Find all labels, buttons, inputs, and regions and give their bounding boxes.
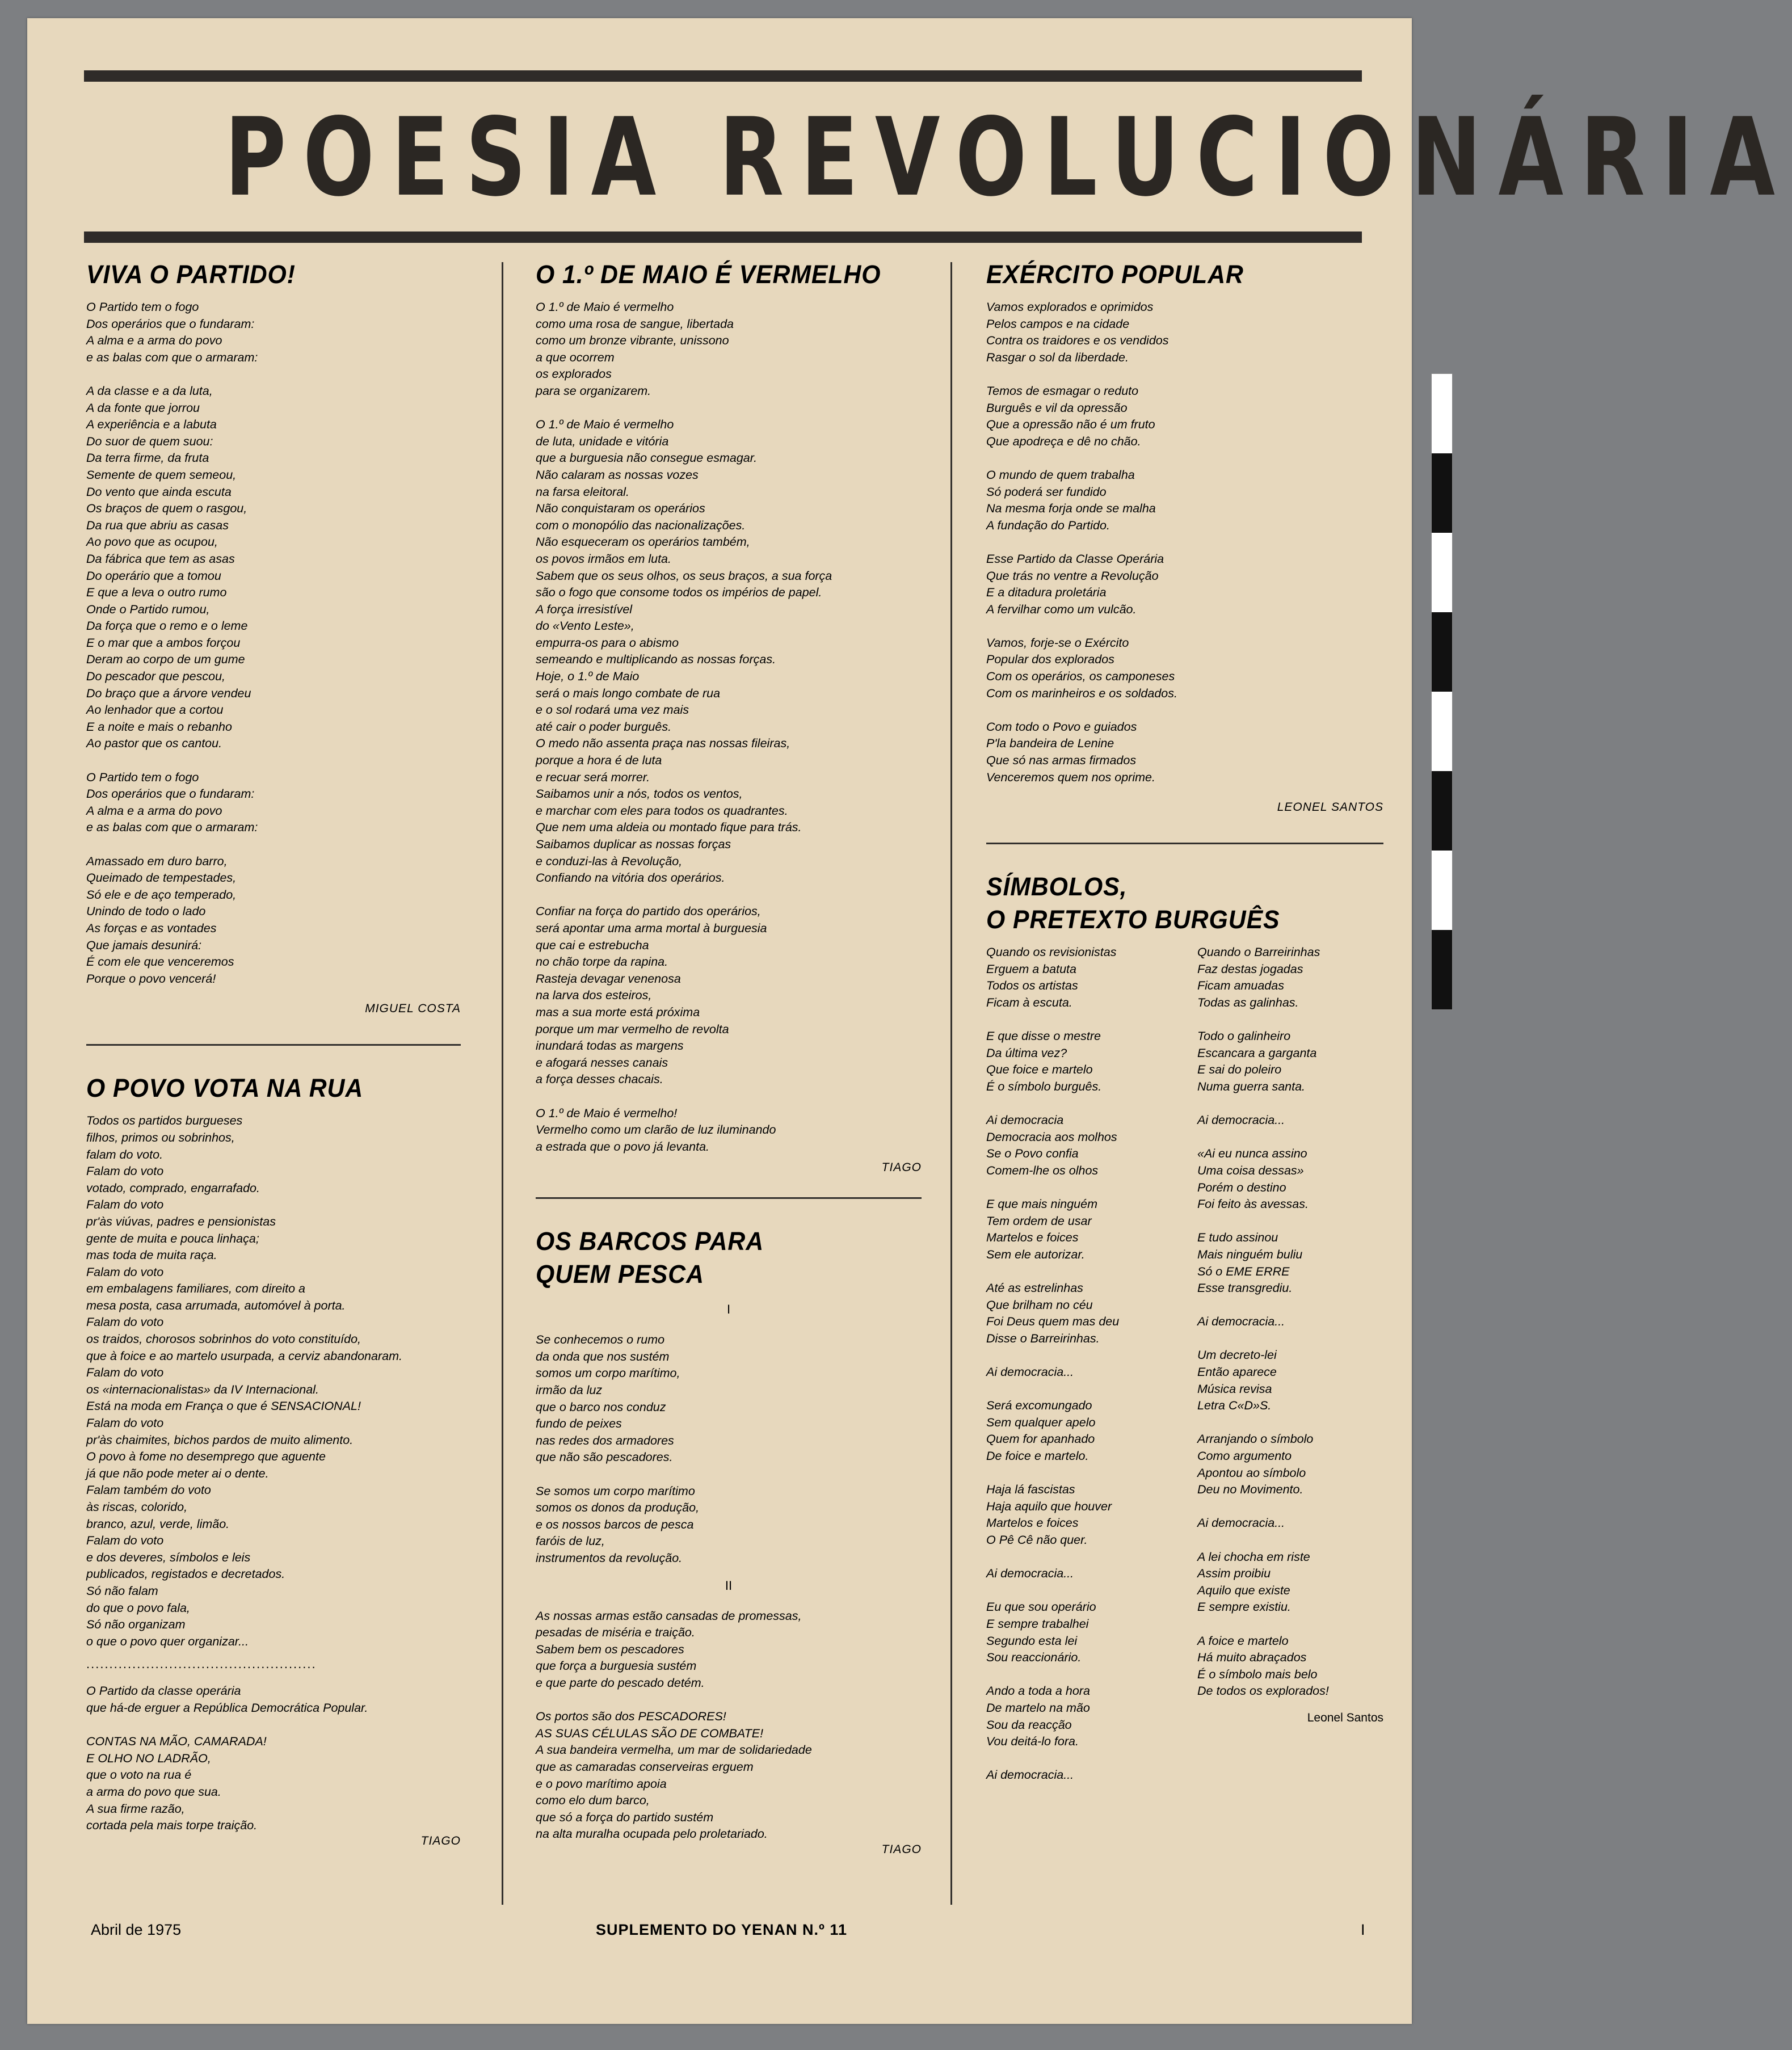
- column-middle: [536, 258, 922, 1857]
- poem-subcolumn-right: [1197, 944, 1383, 1784]
- column-left: [86, 258, 461, 1848]
- poem-title-1-de-maio: O 1.º DE MAIO É VERMELHO: [536, 260, 881, 289]
- poem-refrain: Ai democracia...: [1197, 1113, 1285, 1127]
- poem-stanza: Será excomungado Sem qualquer apelo Quem for apanhado De foice e martelo.: [986, 1399, 1096, 1463]
- poem-author: Leonel Santos: [1307, 1711, 1383, 1724]
- poem-stanza: E que disse o mestre Da última vez? Que foice e martelo É o símbolo burguês.: [986, 1029, 1102, 1093]
- poem-stanza: Haja lá fascistas Haja aquilo que houver Martelos e foices O Pê Cê não quer.: [986, 1483, 1112, 1547]
- poem-stanza: A foice e martelo Há muito abraçados É o símbolo mais belo De todos os explorados!: [1197, 1634, 1329, 1698]
- poem-stanza: Quando o Barreirinhas Faz destas jogadas Ficam amuadas Todas as galinhas.: [1197, 945, 1320, 1009]
- poem-stanza: Temos de esmagar o reduto Burguês e vil da opressão Que a opressão não é um fruto Que apodreça e dê no chão.: [986, 384, 1155, 448]
- poem-stanza: Amassado em duro barro, Queimado de tempestades, Só ele e de aço temperado, Unindo de todo o lado As forças e as vontades Que jamais desunirá: É com ele que venceremos Porque o povo vencerá!: [86, 854, 237, 986]
- poem-stanza: O mundo de quem trabalha Só poderá ser fundido Na mesma forja onde se malha A fundação do Partido.: [986, 468, 1156, 532]
- poem-body: Todos os partidos burgueses filhos, primos ou sobrinhos, falam do voto. Falam do voto votado, comprado, engarrafado. Falam do voto pr'às viúvas, padres e pensionistas gente de muita e pouca linhaça; mas toda de muita raça. Falam do voto em embalagens familiares, com direito a mesa posta, casa arrumada, automóvel à porta. Falam do voto os traidos, chorosos sobrinhos do voto constituído, que à foice e ao martelo usurpada, a cerviz abandonaram. Falam do voto os «internacionalistas» da IV Internacional. Está na moda em França o que é SENSACIONAL! Falam do voto pr'às chaimites, bichos pardos de muito alimento. O povo à fome no desemprego que aguente já que não pode meter ai o dente. Falam também do voto às riscas, colorido, branco, azul, verde, limão. Falam do voto e dos deveres, símbolos e leis publicados, registados e decretados. Só não falam do que o povo fala, Só não organizam o que o povo quer organizar...: [86, 1114, 402, 1648]
- poem-stanza: E que mais ninguém Tem ordem de usar Martelos e foices Sem ele autorizar.: [986, 1197, 1097, 1261]
- column-divider-1: [502, 262, 503, 1905]
- title-rule-top: [84, 70, 1362, 82]
- poem-title-o-povo-vota-na-rua: O POVO VOTA NA RUA: [86, 1074, 364, 1103]
- poem-stanza: O Partido tem o fogo Dos operários que o fundaram: A alma e a arma do povo e as balas com que o armaram:: [86, 770, 258, 835]
- poem-title-os-barcos-line1: OS BARCOS PARA: [536, 1227, 764, 1256]
- title-rule-bottom: [84, 231, 1362, 243]
- poem-stanza: Ai democracia Democracia aos molhos Se o Povo confia Comem-lhe os olhos: [986, 1113, 1117, 1177]
- poem-title-simbolos-line2: O PRETEXTO BURGUÊS: [986, 905, 1280, 935]
- poem-stanza: Até as estrelinhas Que brilham no céu Foi Deus quem mas deu Disse o Barreirinhas.: [986, 1281, 1120, 1345]
- poem-stanza: Todo o galinheiro Escancara a garganta E sai do poleiro Numa guerra santa.: [1197, 1029, 1317, 1093]
- page-number: I: [1361, 1921, 1365, 1938]
- poem-stanza: Confiar na força do partido dos operários, será apontar uma arma mortal à burguesia que cai e estrebucha no chão torpe da rapina. Rasteja devagar venenosa na larva dos esteiros, mas a sua morte está próxima porque um mar vermelho de revolta inundará todas as margens e afogará nesses canais a força desses chacais.: [536, 904, 767, 1087]
- poem-title-os-barcos-line2: QUEM PESCA: [536, 1260, 704, 1289]
- poem-stanza: Se conhecemos o rumo da onda que nos sustém somos um corpo marítimo, irmão da luz que o barco nos conduz fundo de peixes nas redes dos armadores que não são pescadores.: [536, 1333, 680, 1464]
- section-divider: [986, 843, 1383, 844]
- poem-stanza: Um decreto-lei Então aparece Música revisa Letra C«D»S.: [1197, 1348, 1277, 1413]
- column-right: [986, 258, 1383, 1784]
- poem-title-viva-o-partido: VIVA O PARTIDO!: [86, 260, 296, 289]
- poem-stanza: Eu que sou operário E sempre trabalhei Segundo esta lei Sou reaccionário.: [986, 1600, 1096, 1665]
- poem-author: TIAGO: [420, 1834, 461, 1847]
- poem-stanza: O 1.º de Maio é vermelho de luta, unidade e vitória que a burguesia não consegue esmagar. Não calaram as nossas vozes na farsa eleitoral. Não conquistaram os operários com o monopólio das nacionalizações. Não esqueceram os operários também, os povos irmãos em luta. Sabem que os seus olhos, os seus braços, a sua força são o fogo que consome todos os impérios de papel. A força irresistível do «Vento Leste», empurra-os para o abismo semeando e multiplicando as nossas forças. Hoje, o 1.º de Maio será o mais longo combate de rua e o sol rodará uma vez mais até cair o poder burguês. O medo não assenta praça nas nossas fileiras, porque a hora é de luta e recuar será morrer. Saibamos unir a nós, todos os ventos, e marchar com eles para todos os quadrantes. Que nem uma aldeia ou montado fique para trás. Saibamos duplicar as nossas forças e conduzi-las à Revolução, Confiando na vitória dos operários.: [536, 418, 832, 885]
- poem-author: LEONEL SANTOS: [1277, 801, 1383, 814]
- poem-refrain: Ai democracia...: [1197, 1315, 1285, 1329]
- poem-stanza: A lei chocha em riste Assim proibiu Aquilo que existe E sempre existiu.: [1197, 1550, 1310, 1614]
- poem-stanza: Arranjando o símbolo Como argumento Apontou ao símbolo Deu no Movimento.: [1197, 1432, 1314, 1497]
- poem-refrain: Ai democracia...: [986, 1567, 1074, 1581]
- poem-stanza: E tudo assinou Mais ninguém buliu Só o EME ERRE Esse transgrediu.: [1197, 1231, 1303, 1295]
- column-divider-2: [950, 262, 952, 1905]
- poem-refrain: Ai democracia...: [986, 1365, 1074, 1379]
- poem-stanza: O 1.º de Maio é vermelho como uma rosa de sangue, libertada como um bronze vibrante, unissono a que ocorrem os explorados para se organizarem.: [536, 300, 734, 398]
- publication-name: SUPLEMENTO DO YENAN N.º 11: [596, 1921, 847, 1938]
- poem-author: MIGUEL COSTA: [365, 1002, 461, 1016]
- poem-stanza: O Partido da classe operária que há-de erguer a República Democrática Popular.: [86, 1684, 368, 1715]
- poem-subcolumn-left: [986, 944, 1172, 1784]
- section-divider: [536, 1197, 922, 1199]
- section-divider: [86, 1044, 461, 1046]
- poem-stanza: Se somos um corpo marítimo somos os donos da produção, e os nossos barcos de pesca faróis de luz, instrumentos da revolução.: [536, 1484, 700, 1565]
- poem-stanza: Com todo o Povo e guiados P'la bandeira de Lenine Que só nas armas firmados Venceremos quem nos oprime.: [986, 719, 1155, 784]
- poem-stanza: Quando os revisionistas Erguem a batuta Todos os artistas Ficam à escuta.: [986, 945, 1117, 1009]
- poem-stanza: Ando a toda a hora De martelo na mão Sou da reacção Vou deitá-lo fora.: [986, 1684, 1090, 1749]
- poem-stanza: O Partido tem o fogo Dos operários que o fundaram: A alma e a arma do povo e as balas com que o armaram:: [86, 300, 258, 364]
- poem-stanza: As nossas armas estão cansadas de promessas, pesadas de miséria e traição. Sabem bem os pescadores que força a burguesia sustém e que parte do pescado detém.: [536, 1609, 802, 1690]
- poem-stanza: A da classe e a da luta, A da fonte que jorrou A experiência e a labuta Do suor de quem suou: Da terra firme, da fruta Semente de quem semeou, Do vento que ainda escuta Os braços de quem o rasgou, Da rua que abriu as casas Ao povo que as ocupou, Da fábrica que tem as asas Do operário que a tomou E que a leva o outro rumo Onde o Partido rumou, Da força que o remo e o leme E o mar que a ambos forçou Deram ao corpo de um gume Do pescador que pescou, Do braço que a árvore vendeu Ao lenhador que a cortou E a noite e mais o rebanho Ao pastor que os cantou.: [86, 384, 251, 751]
- poem-stanza: CONTAS NA MÃO, CAMARADA! E OLHO NO LADRÃO, que o voto na rua é a arma do povo que sua. A sua firme razão, cortada pela mais torpe traição.: [86, 1735, 267, 1833]
- poem-two-columns: [986, 944, 1383, 1784]
- poem-author: TIAGO: [881, 1161, 922, 1175]
- poem-author: TIAGO: [881, 1842, 922, 1856]
- poem-stanza: Vamos, forje-se o Exército Popular dos explorados Com os operários, os camponeses Com os marinheiros e os soldados.: [986, 635, 1177, 700]
- poem-refrain: Ai democracia...: [1197, 1516, 1285, 1530]
- poem-title-exercito-popular: EXÉRCITO POPULAR: [986, 260, 1244, 289]
- poem-stanza: Os portos são dos PESCADORES! AS SUAS CÉLULAS SÃO DE COMBATE! A sua bandeira vermelha, um mar de solidariedade que as camaradas conserveiras erguem e o povo marítimo apoia como elo dum barco, que só a força do partido sustém na alta muralha ocupada pelo proletariado.: [536, 1710, 812, 1841]
- part-number: I: [726, 1302, 731, 1317]
- poem-stanza: O 1.º de Maio é vermelho! Vermelho como um clarão de luz iluminando a estrada que o povo já levanta.: [536, 1106, 776, 1154]
- poem-stanza: Esse Partido da Classe Operária Que trás no ventre a Revolução E a ditadura proletária A fervilhar como um vulcão.: [986, 552, 1164, 616]
- dotted-separator: ..................................................: [86, 1657, 317, 1672]
- part-number: II: [725, 1578, 733, 1593]
- poem-stanza: Vamos explorados e oprimidos Pelos campos e na cidade Contra os traidores e os vendidos Rasgar o sol da liberdade.: [986, 300, 1169, 364]
- issue-date: Abril de 1975: [91, 1921, 182, 1938]
- page-title: POESIA REVOLUCIONÁRIA: [224, 95, 1792, 220]
- poem-refrain: Ai democracia...: [986, 1768, 1074, 1782]
- poem-stanza: «Ai eu nunca assino Uma coisa dessas» Porém o destino Foi feito às avessas.: [1197, 1147, 1309, 1211]
- scale-ruler: [1431, 373, 1453, 1010]
- poem-title-simbolos-line1: SÍMBOLOS,: [986, 872, 1128, 902]
